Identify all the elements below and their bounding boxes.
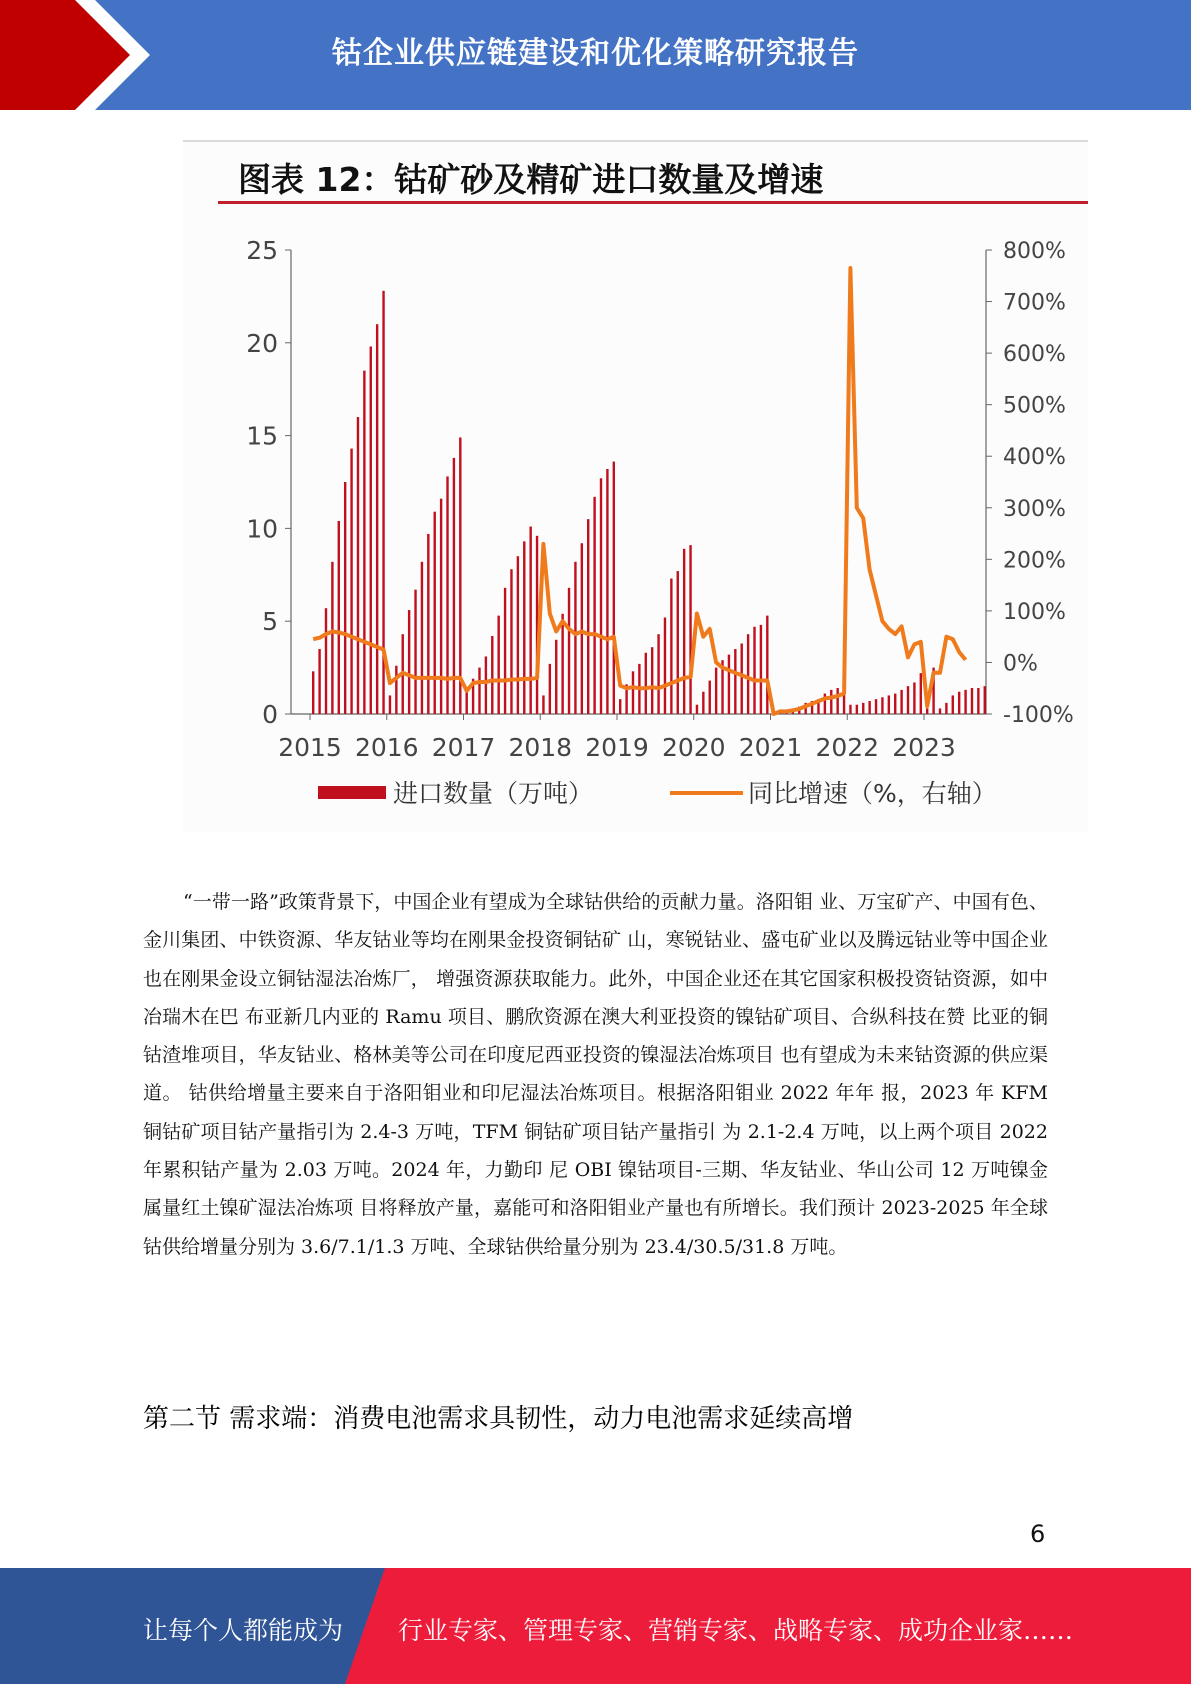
import-volume-bar	[395, 666, 397, 714]
import-volume-bar	[555, 640, 557, 714]
x-tick-label: 2023	[892, 733, 956, 762]
legend-line-label: 同比增速（%，右轴）	[748, 779, 997, 808]
import-volume-bar	[606, 469, 608, 714]
import-volume-bar	[728, 655, 730, 714]
x-tick-label: 2018	[508, 733, 573, 762]
import-volume-bar	[677, 571, 679, 714]
section-heading: 第二节 需求端：消费电池需求具韧性，动力电池需求延续高增	[143, 1404, 854, 1434]
import-volume-bar	[619, 699, 621, 714]
import-volume-bar	[312, 671, 314, 714]
import-volume-bar	[651, 647, 653, 714]
import-volume-bar	[485, 656, 487, 714]
import-volume-bar	[561, 614, 563, 714]
import-volume-bar	[478, 668, 480, 714]
import-volume-bar	[766, 616, 768, 714]
import-volume-bar	[389, 695, 391, 714]
import-volume-bar	[581, 543, 583, 714]
right-tick-label: 100%	[1003, 599, 1066, 625]
import-volume-bar	[357, 417, 359, 714]
import-volume-bar	[376, 324, 378, 714]
left-tick-label: 20	[246, 328, 278, 358]
import-volume-bar	[913, 682, 915, 714]
legend-bar-label: 进口数量（万吨）	[393, 779, 594, 808]
import-volume-bar	[747, 634, 749, 714]
page-footer	[0, 1568, 1191, 1684]
import-volume-bar	[849, 705, 851, 714]
import-volume-bar	[325, 608, 327, 714]
right-tick-label: 0%	[1003, 651, 1038, 677]
x-tick-label: 2016	[354, 733, 419, 762]
import-volume-bar	[984, 686, 986, 714]
import-volume-bar	[952, 695, 954, 714]
footer-slogan-left: 让每个人都能成为	[143, 1616, 344, 1645]
right-tick-label: 200%	[1003, 548, 1066, 574]
legend-bar-swatch	[318, 786, 386, 799]
header-title: 钴企业供应链建设和优化策略研究报告	[332, 36, 859, 71]
body-paragraph: “一带一路”政策背景下，中国企业有望成为全球钴供给的贡献力量。洛阳钼 业、万宝矿产、中国有色、金川集团、中铁资源、华友钴业等均在刚果金投资铜钴矿 山，寒锐钴业、盛屯矿业以及腾远钴业等中国企业也在刚果金设立铜钴湿法冶炼厂， 增强资源获取能力。此外，中国企业还在其它国家积极投资钴资源，如中冶瑞木在巴 布亚新几内亚的 Ramu 项目、鹏欣资源在澳大利亚投资的镍钴矿项目、合纵科技在赞 比亚的铜钴渣堆项目，华友钴业、格林美等公司在印度尼西亚投资的镍湿法冶炼项目 也有望成为未来钴资源的供应渠道。 钴供给增量主要来自于洛阳钼业和印尼湿法冶炼项目。根据洛阳钼业 2022 年年 报，2023 年 KFM 铜钴矿项目钴产量指引为 2.4-3 万吨，TFM 铜钴矿项目钴产量指引 为 2.1-2.4 万吨，以上两个项目 2022 年累积钴产量为 2.03 万吨。2024 年，力勤印 尼 OBI 镍钴项目-三期、华友钴业、华山公司 12 万吨镍金属量红土镍矿湿法冶炼项 目将释放产量，嘉能可和洛阳钼业产量也有所增长。我们预计 2023-2025 年全球钴供给增量分别为 3.6/7.1/1.3 万吨、全球钴供给量分别为 23.4/30.5/31.8 万吨。	[143, 891, 1048, 1258]
import-volume-bar	[964, 690, 966, 714]
import-volume-bar	[414, 590, 416, 714]
import-volume-bar	[881, 697, 883, 714]
import-volume-bar	[645, 653, 647, 714]
import-volume-bar	[587, 519, 589, 714]
import-volume-bar	[830, 690, 832, 714]
page-number: 6	[1030, 1520, 1046, 1548]
left-tick-label: 15	[246, 421, 278, 451]
import-volume-bar	[894, 694, 896, 714]
import-volume-bar	[350, 449, 352, 714]
import-volume-bar	[945, 703, 947, 714]
cobalt-import-chart	[183, 142, 1088, 832]
import-volume-bar	[958, 692, 960, 714]
import-volume-bar	[338, 521, 340, 714]
import-volume-bar	[613, 462, 615, 714]
x-tick-label: 2015	[278, 733, 342, 762]
import-volume-bar	[318, 649, 320, 714]
import-volume-bar	[549, 664, 551, 714]
import-volume-bar	[868, 701, 870, 714]
import-volume-bar	[971, 688, 973, 714]
import-volume-bar	[689, 545, 691, 714]
x-tick-label: 2021	[738, 733, 803, 762]
import-volume-bar	[875, 699, 877, 714]
import-volume-bar	[670, 579, 672, 714]
left-tick-label: 5	[262, 607, 278, 637]
import-volume-bar	[568, 588, 570, 714]
footer-slogan-right: 行业专家、管理专家、营销专家、战略专家、成功企业家……	[398, 1616, 1074, 1645]
page-header	[0, 0, 1191, 110]
x-tick-label: 2017	[431, 733, 496, 762]
import-volume-bar	[702, 692, 704, 714]
import-volume-bar	[529, 527, 531, 714]
import-volume-bar	[408, 610, 410, 714]
import-volume-bar	[862, 703, 864, 714]
import-volume-bar	[760, 625, 762, 714]
import-volume-bar	[593, 497, 595, 714]
import-volume-bar	[465, 692, 467, 714]
import-volume-bar	[427, 534, 429, 714]
import-volume-bar	[977, 688, 979, 714]
left-tick-label: 0	[262, 700, 278, 729]
import-volume-bar	[574, 562, 576, 714]
figure-title: 图表 12：钴矿砂及精矿进口数量及增速	[238, 160, 824, 199]
import-volume-bar	[926, 708, 928, 714]
import-volume-bar	[836, 688, 838, 714]
import-volume-bar	[453, 458, 455, 714]
import-volume-bar	[709, 681, 711, 714]
right-tick-label: 500%	[1003, 393, 1066, 419]
import-volume-bar	[504, 588, 506, 714]
left-tick-label: 10	[246, 514, 278, 544]
x-tick-label: 2020	[661, 733, 726, 762]
right-tick-label: 300%	[1003, 496, 1066, 522]
import-volume-bar	[370, 347, 372, 714]
import-volume-bar	[734, 649, 736, 714]
right-tick-label: -100%	[1003, 703, 1074, 728]
chart-figure	[183, 140, 1088, 832]
import-volume-bar	[741, 643, 743, 714]
import-volume-bar	[920, 673, 922, 714]
x-tick-label: 2019	[585, 733, 649, 762]
import-volume-bar	[696, 705, 698, 714]
import-volume-bar	[542, 695, 544, 714]
import-volume-bar	[939, 708, 941, 714]
import-volume-bar	[491, 636, 493, 714]
import-volume-bar	[715, 668, 717, 714]
import-volume-bar	[421, 562, 423, 714]
left-tick-label: 25	[246, 236, 278, 265]
import-volume-bar	[517, 556, 519, 714]
import-volume-bar	[363, 371, 365, 714]
import-volume-bar	[683, 549, 685, 714]
import-volume-bar	[664, 617, 666, 714]
right-tick-label: 600%	[1003, 342, 1066, 368]
import-volume-bar	[907, 686, 909, 714]
import-volume-bar	[657, 634, 659, 714]
import-volume-bar	[344, 482, 346, 714]
right-tick-label: 700%	[1003, 290, 1066, 316]
x-tick-label: 2022	[815, 733, 880, 762]
right-tick-label: 800%	[1003, 239, 1066, 264]
import-volume-bar	[600, 478, 602, 714]
import-volume-bar	[888, 695, 890, 714]
import-volume-bar	[497, 616, 499, 714]
import-volume-bar	[632, 671, 634, 714]
right-tick-label: 400%	[1003, 445, 1066, 471]
import-volume-bar	[440, 499, 442, 714]
yoy-growth-line	[313, 268, 965, 714]
import-volume-bar	[753, 627, 755, 714]
import-volume-bar	[510, 569, 512, 714]
import-volume-bar	[856, 705, 858, 714]
import-volume-bar	[900, 690, 902, 714]
import-volume-bar	[523, 541, 525, 714]
import-volume-bar	[434, 512, 436, 714]
import-volume-bar	[459, 437, 461, 714]
import-volume-bar	[331, 562, 333, 714]
